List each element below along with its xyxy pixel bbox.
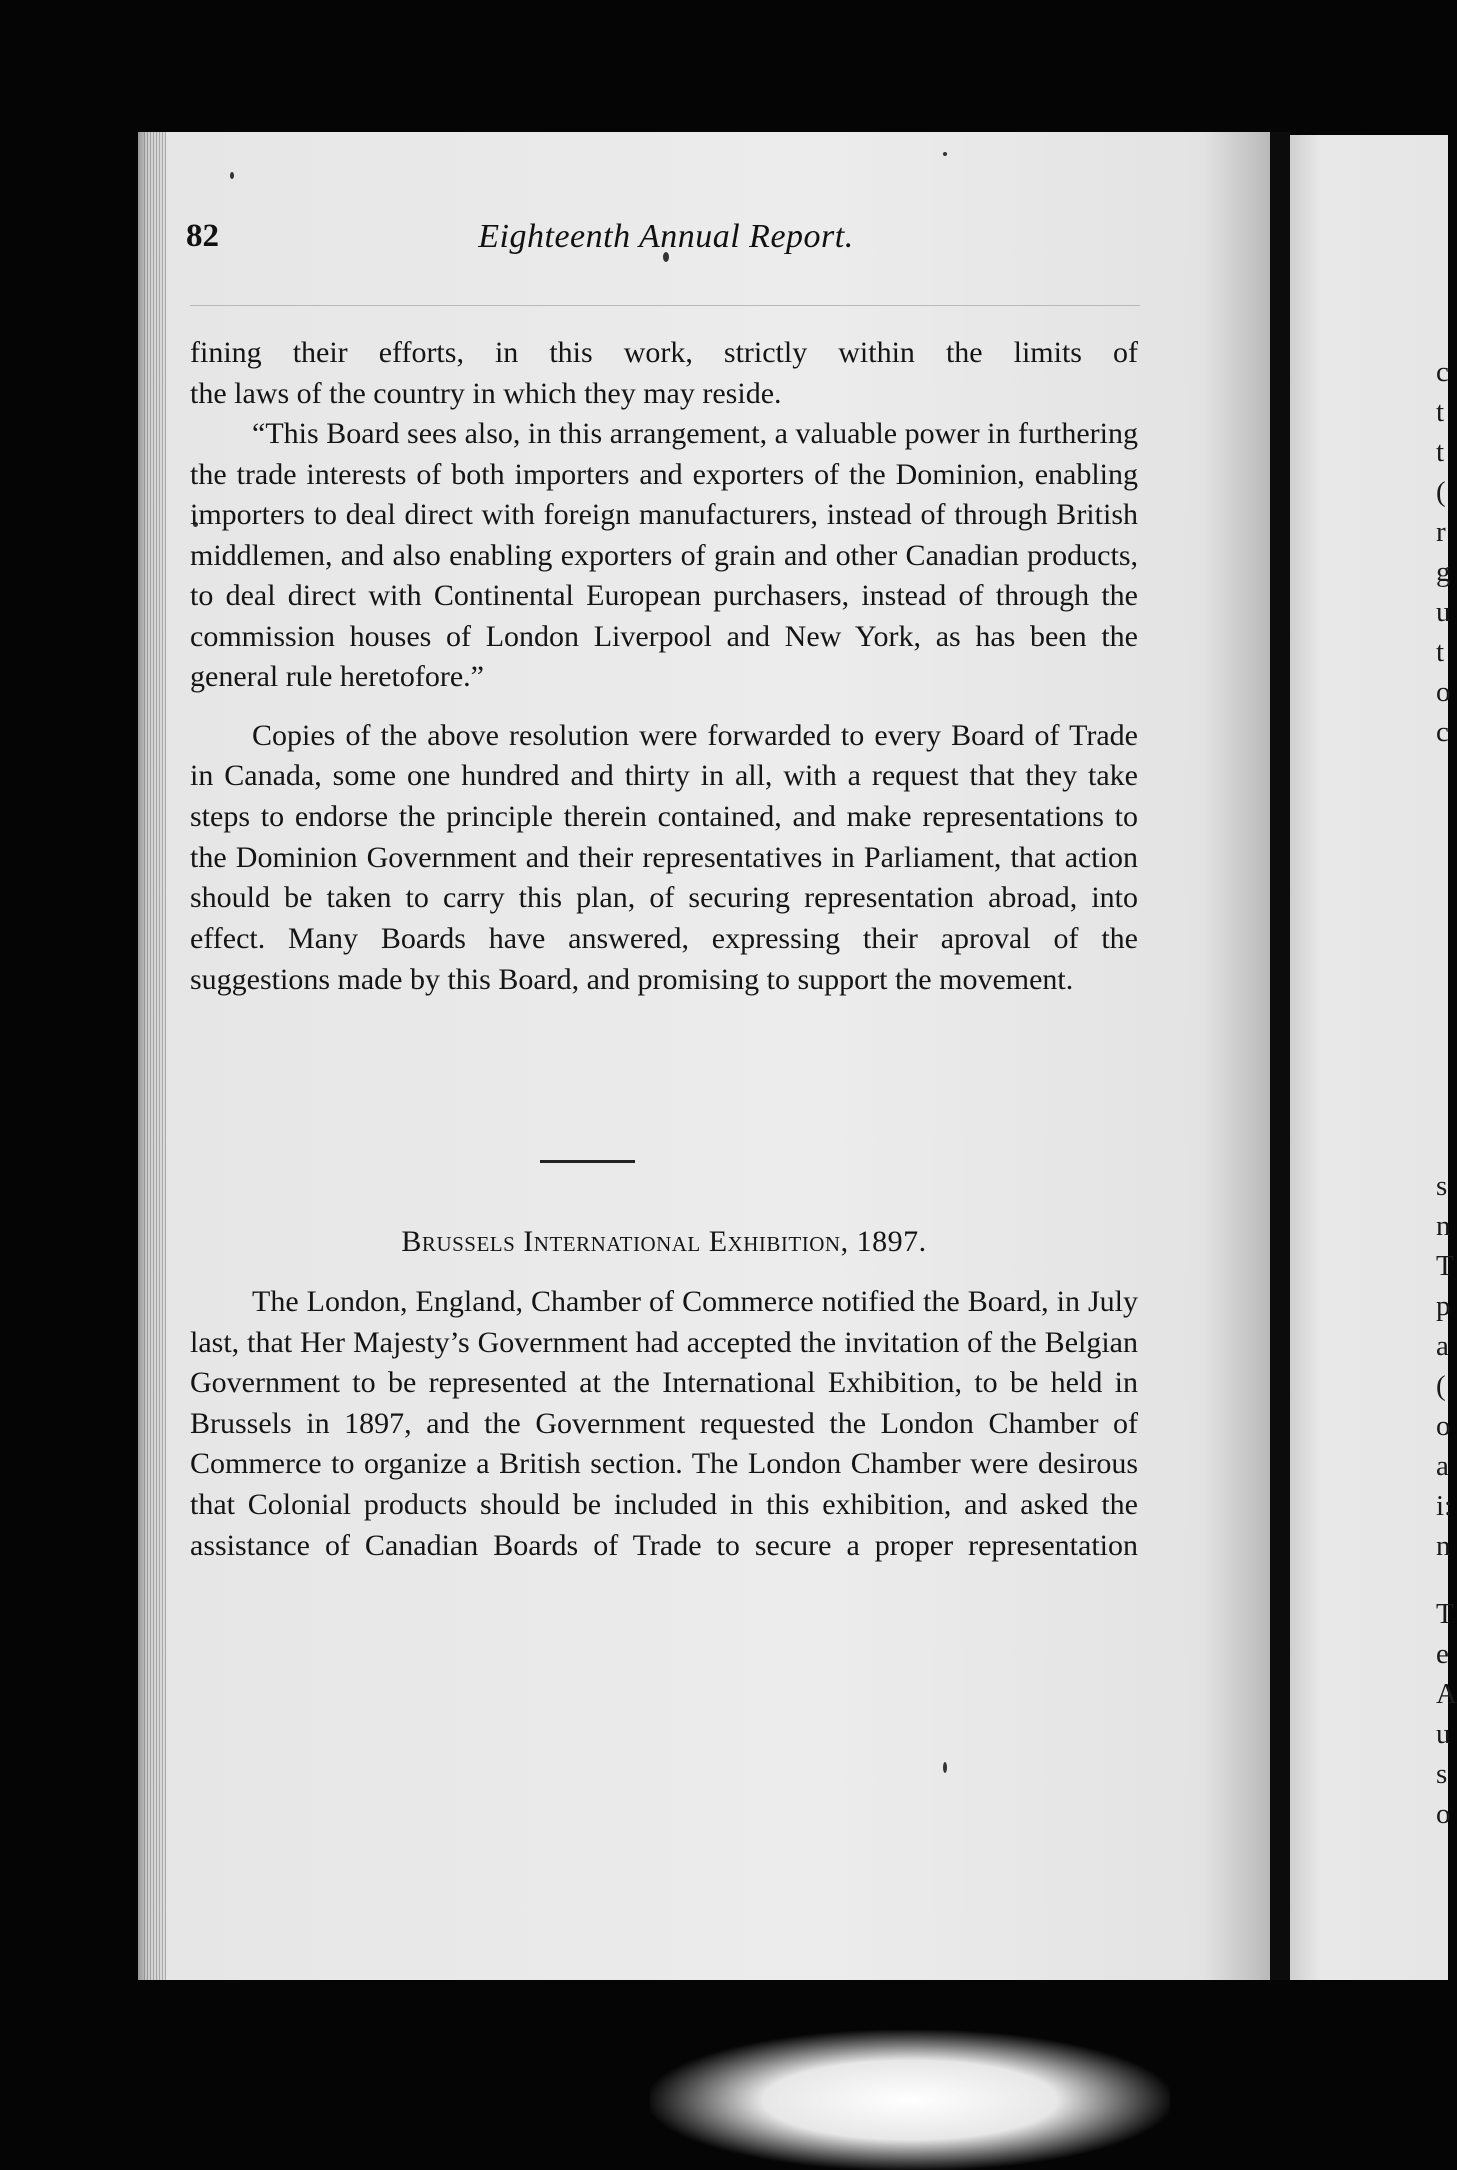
paragraph-copies: Copies of the above resolution were forwarded to every Board of Trade in Canada, some one hundred and thirty in all, with a request that they take steps to endorse the principle therein contained, and make representations to the Dominion Government and their representatives in Parliament, that action should be taken to carry this plan, of securing representation abroad, into effect. Many Boards have answered, expressing their aproval of the suggestions made by this Board, and promising to support the movement. (190, 718, 1138, 996)
gutter (1270, 132, 1290, 1980)
header-rule (190, 305, 1140, 306)
paragraph-brussels: The London, England, Chamber of Commerce notified the Board, in July last, that Her Majesty’s Government had accepted the invitation of the Belgian Government to be represented at the International Exhibition, to be held in Brussels in 1897, and the Government requested the London Chamber of Commerce to organize a British section. The London Chamber were desirous that Colonial products should be included in this exhibition, and asked the assistance of Canadian Boards of Trade to secure a proper representation (190, 1285, 1138, 1562)
paragraph-1-line-2: the laws of the country in which they may reside. (190, 376, 782, 410)
facing-page-letter: a (1436, 1330, 1449, 1362)
page-edge-shading (144, 132, 166, 1980)
facing-page-edge (1290, 135, 1457, 1980)
facing-page-letter: ( (1436, 476, 1446, 508)
facing-page-letter: s (1436, 1758, 1448, 1790)
facing-page-letter: r (1436, 516, 1446, 548)
light-glare (650, 2030, 1170, 2170)
ink-speck (943, 1762, 947, 1773)
ink-speck (230, 172, 234, 179)
facing-page-letter: o (1436, 676, 1451, 708)
facing-page-letter: T (1436, 1598, 1454, 1630)
facing-page-letter: o (1436, 1798, 1451, 1830)
facing-page-letter: n (1436, 1210, 1451, 1242)
paragraph-quote: “This Board sees also, in this arrangement, a valuable power in furthering the trade interests of both importers and exporters of the Dominion, enabling importers to deal direct with foreign manufacturers, instead of through British middlemen, and also enabling exporters of grain and other Canadian products, to deal direct with Continental European purchasers, instead of through the commission houses of London Liverpool and New York, as has been the general rule heretofore.” (190, 417, 1138, 693)
facing-page-letter: a (1436, 1450, 1449, 1482)
facing-page-letter: ( (1436, 1370, 1446, 1402)
facing-page-letter: T (1436, 1250, 1454, 1282)
facing-page-letter: e (1436, 1638, 1449, 1670)
facing-page-letter: p (1436, 1290, 1451, 1322)
facing-page-letter: s (1436, 1170, 1448, 1202)
paragraph-1-line-1: fining their efforts, in this work, strictly within the limits of (190, 336, 1138, 369)
facing-page-letter: u (1436, 596, 1451, 628)
ink-speck (943, 152, 947, 156)
facing-page-letter: g (1436, 556, 1451, 588)
facing-page-letter: t (1436, 636, 1445, 668)
facing-page-letter: n (1436, 1530, 1451, 1562)
facing-page-letter: t (1436, 396, 1445, 428)
running-title: Eighteenth Annual Report. (478, 218, 854, 255)
facing-page-letter: u (1436, 1718, 1451, 1750)
facing-page-letter: c (1436, 356, 1449, 388)
section-heading: Brussels International Exhibition, 1897. (401, 1225, 927, 1258)
facing-page-letter: o (1436, 1410, 1451, 1442)
body-text (190, 333, 1138, 1000)
section-divider (540, 1160, 635, 1163)
facing-page-letter: i: (1436, 1490, 1453, 1522)
page-number: 82 (186, 218, 219, 254)
facing-page-letter: A (1436, 1678, 1457, 1710)
facing-page-letter: c (1436, 716, 1449, 748)
facing-page-letter: t (1436, 436, 1445, 468)
running-head (186, 218, 1146, 266)
